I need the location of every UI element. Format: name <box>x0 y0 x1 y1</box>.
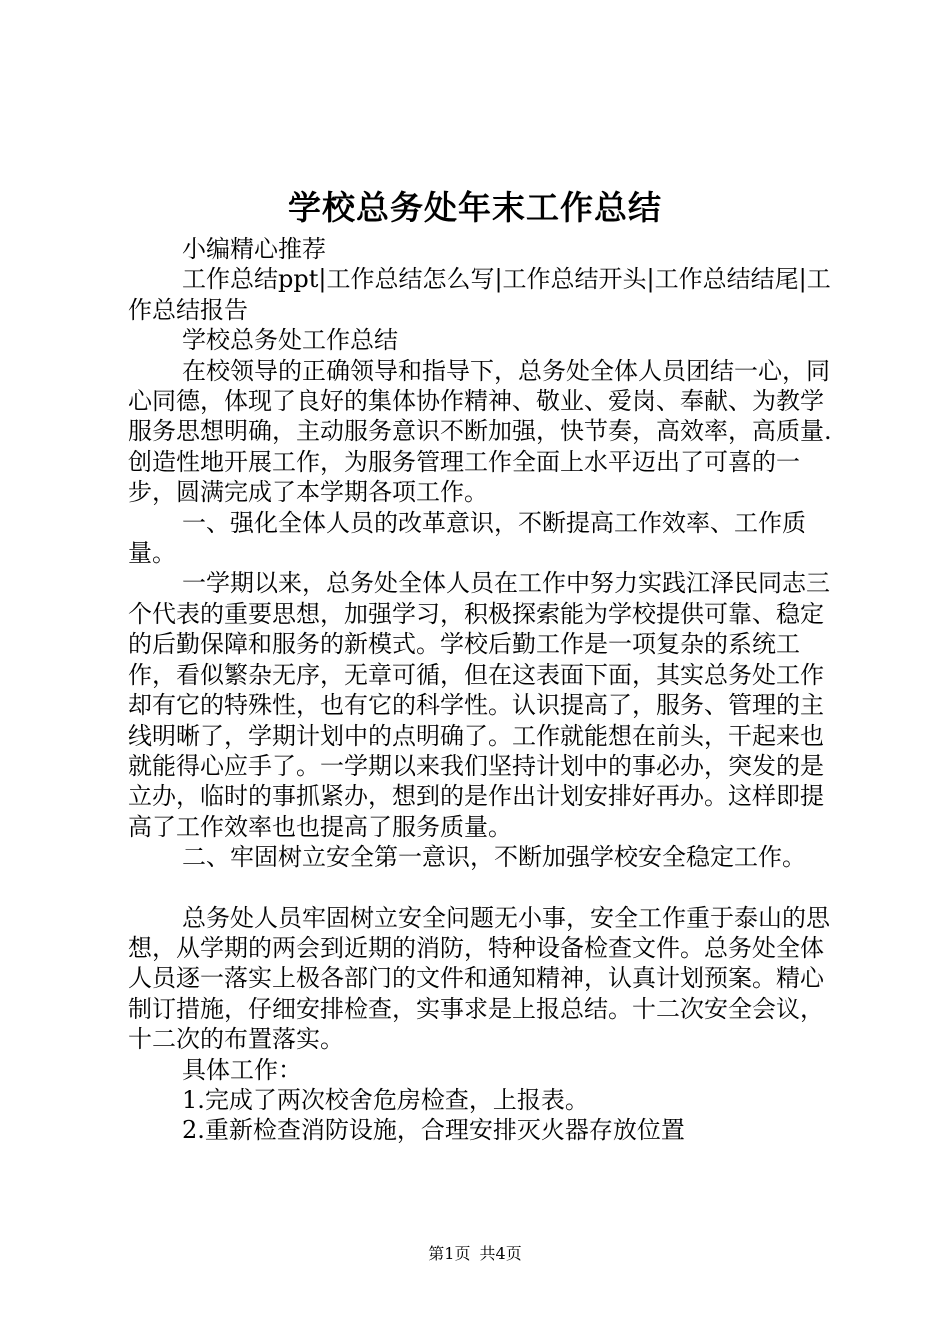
paragraph-recommend: 小编精心推荐 <box>182 235 326 263</box>
document-body <box>128 234 838 1146</box>
list-item-2: 2.重新检查消防设施，合理安排灭火器存放位置 <box>182 1116 685 1145</box>
paragraph-section-1: 一学期以来，总务处全体人员在工作中努力实践江泽民同志三个代表的重要思想，加强学习，积极探索能为学校提供可靠、稳定的后勤保障和服务的新模式。学校后勤工作是一项复杂的系统工作，看似繁杂无序，无章可循，但在这表面下面，其实总务处工作却有它的特殊性，也有它的科学性。认识提高了，服务、管理的主线明晰了，学期计划中的点明确了。工作就能想在前头，干起来也就能得心应手了。一学期以来我们坚持计划中的事必办，突发的是立办，临时的事抓紧办，想到的是作出计划安排好再办。这样即提高了工作效率也也提高了服务质量。 <box>128 569 830 841</box>
section-heading-2: 二、牢固树立安全第一意识，不断加强学校安全稳定工作。 <box>182 843 806 872</box>
paragraph-section-2: 总务处人员牢固树立安全问题无小事，安全工作重于泰山的思想，从学期的两会到近期的消防，特种设备检查文件。总务处全体人员逐一落实上极各部门的文件和通知精神，认真计划预案。精心制订措施，仔细安排检查，实事求是上报总结。十二次安全会议，十二次的布置落实。 <box>128 903 830 1054</box>
document-title: 学校总务处年末工作总结 <box>288 188 662 227</box>
page-total: 共4页 <box>479 1244 522 1263</box>
paragraph-intro: 在校领导的正确领导和指导下，总务处全体人员团结一心，同心同德，体现了良好的集体协作精神、敬业、爱岗、奉献、为教学服务思想明确，主动服务意识不断加强，快节奏，高效率，高质量.创造性地开展工作，为服务管理工作全面上水平迈出了可喜的一步，圆满完成了本学期各项工作。 <box>128 356 832 507</box>
list-item-1: 1.完成了两次校舍危房检查，上报表。 <box>182 1085 589 1114</box>
paragraph-subtitle: 学校总务处工作总结 <box>182 326 398 355</box>
page-footer <box>0 1243 950 1265</box>
section-heading-1: 一、强化全体人员的改革意识，不断提高工作效率、工作质量。 <box>128 508 806 568</box>
page-number: 第1页 <box>428 1244 471 1263</box>
paragraph-related-links: 工作总结ppt|工作总结怎么写|工作总结开头|工作总结结尾|工作总结报告 <box>128 265 831 324</box>
paragraph-specific-work: 具体工作： <box>182 1055 302 1084</box>
